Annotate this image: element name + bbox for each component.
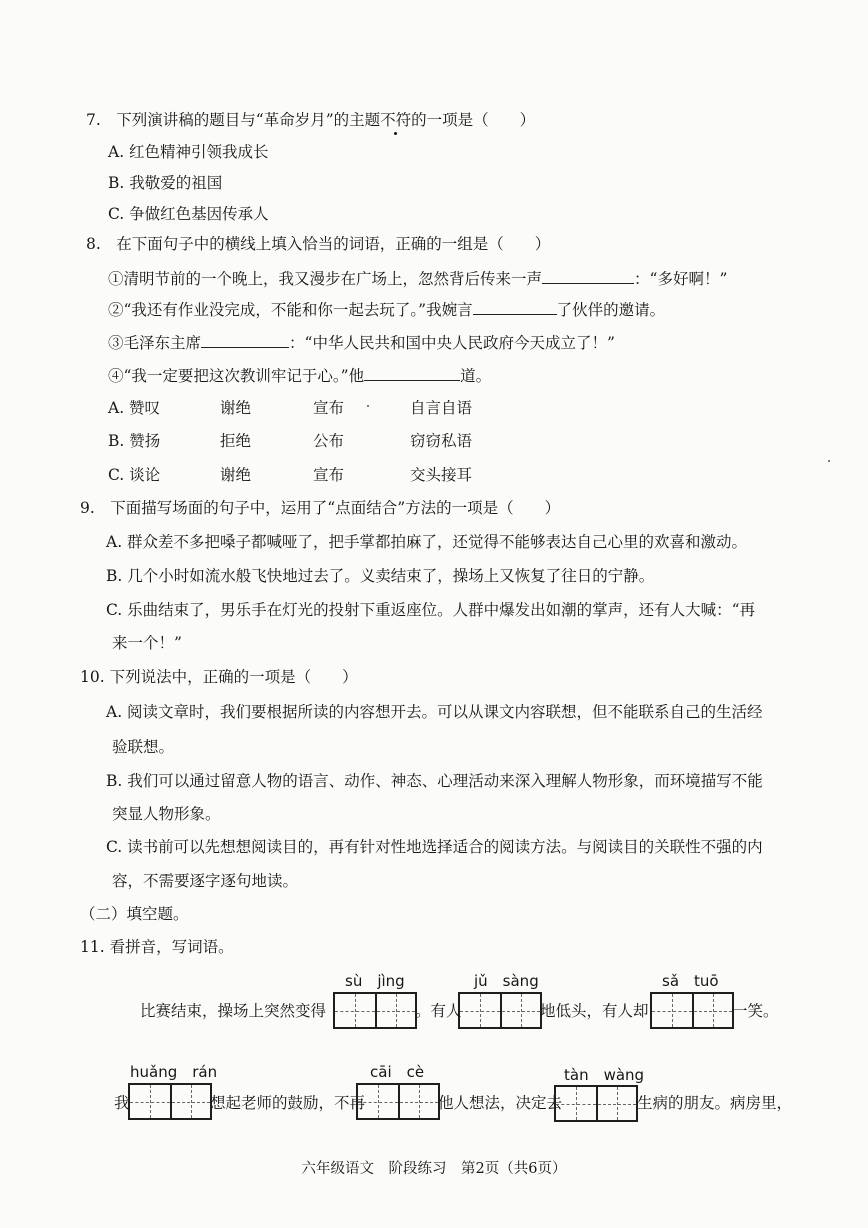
q11-row1-text-3: 地低头，有人却 — [540, 1002, 649, 1020]
answer-blank[interactable] — [364, 364, 460, 381]
q11-row2-text-4: 生病的朋友。病房里， — [637, 1094, 793, 1112]
grid-cell[interactable] — [692, 994, 732, 1027]
q8-option-c-label: C. 谈论 — [108, 466, 161, 484]
scan-speck — [367, 405, 369, 407]
q9-option-a: A. 群众差不多把嗓子都喊哑了，把手掌都拍麻了，还觉得不能够表达自己心里的欢喜和激动。 — [106, 533, 748, 551]
q8-option-c-word-4: 交头接耳 — [410, 466, 473, 484]
q8-sentence-3: ③毛泽东主席 ：“中华人民共和国中央人民政府今天成立了！” — [108, 331, 615, 353]
grid-cell[interactable] — [460, 994, 500, 1027]
answer-blank[interactable] — [473, 298, 557, 315]
grid-cell[interactable] — [375, 994, 415, 1027]
character-grid-jusang[interactable] — [458, 992, 542, 1029]
q8-sentence-1: ①清明节前的一个晚上，我又漫步在广场上，忽然背后传来一声 ：“多好啊！” — [108, 267, 727, 289]
grid-cell[interactable] — [500, 994, 540, 1027]
grid-cell[interactable] — [398, 1085, 438, 1118]
character-grid-tanwang[interactable] — [554, 1085, 638, 1122]
character-grid-caice[interactable] — [356, 1083, 440, 1120]
q8-option-b-word-4: 窃窃私语 — [410, 432, 473, 450]
q8-option-b-word-2: 拒绝 — [220, 432, 252, 450]
grid-cell[interactable] — [358, 1085, 398, 1118]
grid-cell[interactable] — [556, 1087, 596, 1120]
q10-option-b-line-2: 突显人物形象。 — [112, 805, 221, 823]
character-grid-satuo[interactable] — [650, 992, 734, 1029]
q7-option-a: A. 红色精神引领我成长 — [108, 143, 269, 161]
q8-option-a-word-4: 自言自语 — [410, 399, 473, 417]
q10-stem: 10. 下列说法中，正确的一项是（ ） — [80, 668, 358, 686]
character-grid-sujing[interactable] — [333, 992, 417, 1029]
page-footer: 六年级语文 阶段练习 第2页（共6页） — [301, 1161, 567, 1177]
q7-option-b: B. 我敬爱的祖国 — [108, 174, 223, 192]
q8-option-a-label: A. 赞叹 — [108, 399, 161, 417]
q11-row2-text-1: 我 — [114, 1094, 130, 1112]
scan-speck — [828, 460, 830, 462]
pinyin-huangran: huǎng rán — [130, 1063, 218, 1081]
q11-stem: 11. 看拼音，写词语。 — [80, 938, 234, 956]
grid-cell[interactable] — [335, 994, 375, 1027]
grid-cell[interactable] — [130, 1085, 170, 1118]
pinyin-tanwang: tàn wàng — [564, 1066, 645, 1084]
pinyin-sujing: sù jìng — [345, 972, 405, 990]
q11-row1-text-4: 一笑。 — [732, 1002, 779, 1020]
answer-blank[interactable] — [542, 267, 634, 284]
q8-option-a-word-2: 谢绝 — [220, 399, 252, 417]
q10-option-b-line-1: B. 我们可以通过留意人物的语言、动作、神态、心理活动来深入理解人物形象，而环境描写不能 — [106, 772, 763, 790]
q9-stem: 9. 下面描写场面的句子中，运用了“点面结合”方法的一项是（ ） — [80, 499, 561, 517]
q11-row1-text-1: 比赛结束，操场上突然变得 — [140, 1002, 327, 1020]
q10-option-c-line-2: 容，不需要逐字逐句地读。 — [112, 872, 299, 890]
q8-sentence-2: ②“我还有作业没完成，不能和你一起去玩了。”我婉言 了伙伴的邀请。 — [108, 298, 665, 320]
answer-blank[interactable] — [201, 331, 289, 348]
q11-row2-text-3: 他人想法，决定去 — [438, 1094, 563, 1112]
q10-option-a-line-1: A. 阅读文章时，我们要根据所读的内容想开去。可以从课文内容联想，但不能联系自己的生活经 — [106, 703, 763, 721]
q11-row1-text-2: 。有人 — [415, 1002, 462, 1020]
q7-option-c: C. 争做红色基因传承人 — [108, 205, 269, 223]
grid-cell[interactable] — [652, 994, 692, 1027]
pinyin-jusang: jǔ sàng — [474, 972, 539, 990]
pinyin-satuo: sǎ tuō — [662, 972, 719, 990]
q8-stem: 8. 在下面句子中的横线上填入恰当的词语，正确的一组是（ ） — [86, 235, 551, 253]
q11-row2-text-2: 想起老师的鼓励，不再 — [210, 1094, 366, 1112]
pinyin-caice: cāi cè — [370, 1063, 425, 1081]
q8-option-c-word-3: 宣布 — [313, 466, 345, 484]
q9-option-b: B. 几个小时如流水般飞快地过去了。义卖结束了，操场上又恢复了往日的宁静。 — [106, 567, 655, 585]
q9-option-c-line-2: 来一个！” — [112, 634, 182, 652]
q8-option-b-word-3: 公布 — [313, 432, 345, 450]
q7-stem: 7. 下列演讲稿的题目与“革命岁月”的主题不符的一项是（ ） — [86, 111, 536, 129]
q8-option-c-word-2: 谢绝 — [220, 466, 252, 484]
character-grid-huangran[interactable] — [128, 1083, 212, 1120]
q8-option-a-word-3: 宣布 — [313, 399, 345, 417]
grid-cell[interactable] — [596, 1087, 636, 1120]
q8-option-b-label: B. 赞扬 — [108, 432, 161, 450]
q10-option-c-line-1: C. 读书前可以先想想阅读目的，再有针对性地选择适合的阅读方法。与阅读目的关联性不强的内 — [106, 838, 763, 856]
q10-option-a-line-2: 验联想。 — [112, 738, 175, 756]
q9-option-c-line-1: C. 乐曲结束了，男乐手在灯光的投射下重返座位。人群中爆发出如潮的掌声，还有人大喊：“再 — [106, 601, 756, 619]
section-title: （二）填空题。 — [80, 905, 189, 923]
emphasis-dots: 不符 — [380, 111, 412, 129]
q8-sentence-4: ④“我一定要把这次教训牢记于心。”他 道。 — [108, 364, 491, 386]
grid-cell[interactable] — [170, 1085, 210, 1118]
